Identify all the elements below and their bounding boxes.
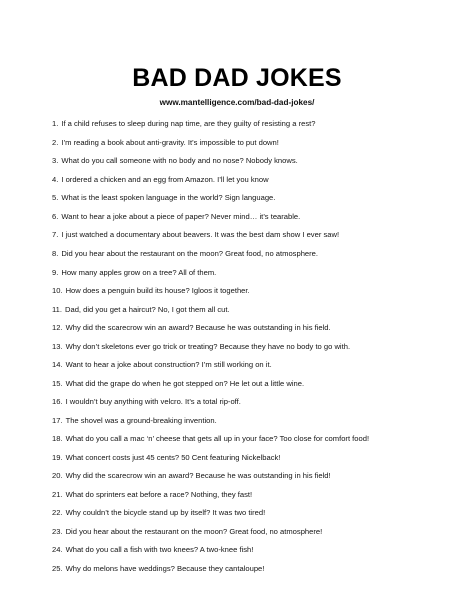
list-item [52,356,442,375]
joke-number: 24. [52,545,63,555]
joke-text: Dad, did you get a haircut? No, I got them all cut. [65,304,230,314]
list-item [52,171,442,190]
joke-text: How many apples grow on a tree? All of them. [61,267,217,277]
joke-number: 22. [52,508,63,518]
joke-text: What concert costs just 45 cents? 50 Cent featuring Nickelback! [65,452,281,462]
joke-number: 9. [52,267,59,277]
joke-number: 7. [52,230,59,240]
joke-number: 23. [52,526,63,536]
page-title: BAD DAD JOKES [132,64,342,92]
list-item [52,300,442,319]
list-item [52,393,442,412]
joke-text: Why don’t skeletons ever go trick or treating? Because they have no body to go with. [65,341,351,351]
list-item [52,134,442,153]
joke-number: 1. [52,119,59,129]
joke-number: 3. [52,156,59,166]
joke-text: Want to hear a joke about construction? I’m still working on it. [65,360,272,370]
joke-number: 15. [52,378,63,388]
joke-number: 13. [52,341,63,351]
joke-number: 8. [52,248,59,258]
joke-text: What is the least spoken language in the world? Sign language. [61,193,276,203]
list-item [52,541,442,560]
joke-text: How does a penguin build its house? Igloos it together. [65,286,250,296]
list-item [52,263,442,282]
joke-number: 14. [52,360,63,370]
joke-number: 21. [52,489,63,499]
joke-text: What did the grape do when he got stepped on? He let out a little wine. [65,378,305,388]
joke-text: What do sprinters eat before a race? Nothing, they fast! [65,489,253,499]
list-item [52,226,442,245]
joke-text: What do you call a mac ‘n’ cheese that gets all up in your face? Too close for comfort food! [65,434,370,444]
list-item [52,467,442,486]
joke-number: 25. [52,564,63,574]
list-item [52,430,442,449]
list-item [52,337,442,356]
list-item [52,523,442,542]
list-item [52,374,442,393]
list-item [52,504,442,523]
joke-text: I wouldn’t buy anything with velcro. It’s a total rip-off. [65,397,241,407]
joke-number: 20. [52,471,63,481]
joke-text: The shovel was a ground-breaking invention. [65,415,217,425]
joke-number: 17. [52,415,63,425]
list-item [52,115,442,134]
joke-number: 18. [52,434,63,444]
joke-number: 2. [52,137,59,147]
joke-text: What do you call someone with no body and no nose? Nobody knows. [61,156,298,166]
list-item [52,560,442,579]
joke-number: 10. [52,286,63,296]
joke-text: Why did the scarecrow win an award? Because he was outstanding in his field! [65,471,331,481]
joke-number: 11. [52,304,62,314]
joke-text: Why did the scarecrow win an award? Because he was outstanding in his field. [65,323,331,333]
joke-number: 4. [52,174,59,184]
joke-text: If a child refuses to sleep during nap time, are they guilty of resisting a rest? [61,119,316,129]
joke-number: 19. [52,452,63,462]
joke-text: I ordered a chicken and an egg from Amazon. I’ll let you know [61,174,269,184]
list-item [52,245,442,264]
source-url: www.mantelligence.com/bad-dad-jokes/ [159,98,315,107]
joke-number: 6. [52,211,59,221]
list-item [52,152,442,171]
list-item [52,449,442,468]
joke-text: I’m reading a book about anti-gravity. It’s impossible to put down! [61,137,279,147]
list-item [52,282,442,301]
joke-text: Did you hear about the restaurant on the moon? Great food, no atmosphere. [61,248,319,258]
joke-text: What do you call a fish with two knees? A two-knee fish! [65,545,254,555]
list-item [52,208,442,227]
list-item [52,189,442,208]
joke-number: 12. [52,323,63,333]
list-item [52,486,442,505]
joke-text: I just watched a documentary about beavers. It was the best dam show I ever saw! [61,230,340,240]
joke-text: Why couldn’t the bicycle stand up by itself? It was two tired! [65,508,266,518]
joke-text: Want to hear a joke about a piece of paper? Never mind… it’s tearable. [61,211,301,221]
joke-number: 16. [52,397,63,407]
joke-list [52,115,442,578]
list-item [52,319,442,338]
list-item [52,412,442,431]
joke-text: Did you hear about the restaurant on the moon? Great food, no atmosphere! [65,526,323,536]
joke-text: Why do melons have weddings? Because they cantaloupe! [65,564,265,574]
joke-number: 5. [52,193,59,203]
